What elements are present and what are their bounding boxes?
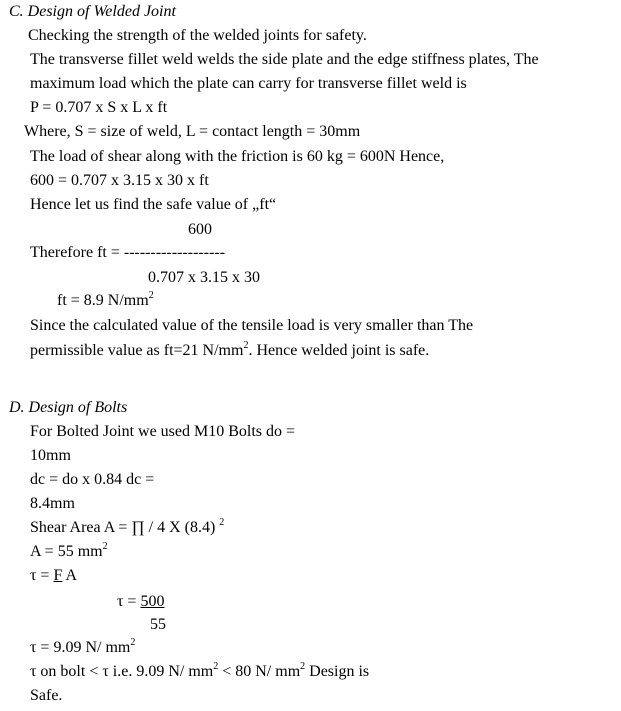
text-line: 8.4mm xyxy=(30,495,75,512)
superscript: 2 xyxy=(243,339,249,351)
formula-line: P = 0.707 x S x L x ft xyxy=(30,99,168,116)
section-d-heading: D. Design of Bolts xyxy=(9,399,128,416)
text-segment: . Hence welded joint is safe. xyxy=(248,342,430,359)
superscript: 2 xyxy=(130,636,136,648)
text-line: Safe. xyxy=(30,687,63,704)
superscript: 2 xyxy=(148,289,154,301)
text-line: dc = do x 0.84 dc = xyxy=(30,471,155,488)
underlined-segment: F xyxy=(53,567,63,584)
text-line: 10mm xyxy=(30,447,71,464)
text-line xyxy=(30,662,369,682)
formula-line: 600 = 0.707 x 3.15 x 30 x ft xyxy=(30,172,209,189)
result-line xyxy=(57,291,154,311)
text-line: For Bolted Joint we used M10 Bolts do = xyxy=(30,423,296,440)
text-line: maximum load which the plate can carry for transverse fillet weld is xyxy=(30,75,467,92)
text-line: The transverse fillet weld welds the side plate and the edge stiffness plates, The xyxy=(30,51,539,68)
fraction-numerator: 600 xyxy=(188,221,212,238)
text-segment: A xyxy=(62,567,78,584)
superscript: 2 xyxy=(213,660,219,672)
superscript: 2 xyxy=(219,516,225,528)
text-segment: < 80 N/ mm xyxy=(218,663,301,680)
fraction-denominator: 55 xyxy=(150,616,166,633)
text-line: Where, S = size of weld, L = contact length = 30mm xyxy=(24,123,361,140)
result-line xyxy=(30,638,135,658)
text-segment: τ = xyxy=(117,593,141,610)
text-line: The load of shear along with the friction is 60 kg = 600N Hence, xyxy=(30,148,445,165)
fraction-denominator: 0.707 x 3.15 x 30 xyxy=(148,269,260,286)
formula-line xyxy=(30,518,224,538)
text-line: Hence let us find the safe value of „ft“ xyxy=(30,196,277,213)
text-segment: τ on bolt < τ i.e. 9.09 N/ mm xyxy=(30,663,214,680)
text-line: Checking the strength of the welded joints for safety. xyxy=(28,27,367,44)
fraction-numerator: 500 xyxy=(140,593,165,610)
formula-line xyxy=(30,542,108,562)
fraction-line: Therefore ft = ------------------- xyxy=(30,244,226,261)
result-text: ft = 8.9 N/mm xyxy=(57,292,149,309)
formula-line xyxy=(30,566,77,586)
text-segment: τ = 9.09 N/ mm xyxy=(30,639,131,656)
text-segment: permissible value as ft=21 N/mm xyxy=(30,342,244,359)
text-segment: A = 55 mm xyxy=(30,543,103,560)
superscript: 2 xyxy=(102,540,108,552)
text-line xyxy=(30,341,429,361)
text-segment: τ = xyxy=(30,567,54,584)
fraction-line xyxy=(117,592,164,612)
text-segment: Shear Area A = ∏ / 4 X (8.4) xyxy=(30,519,220,536)
text-line: Since the calculated value of the tensile load is very smaller than The xyxy=(30,317,474,334)
text-segment: Design is xyxy=(305,663,370,680)
superscript: 2 xyxy=(300,660,306,672)
section-c-heading: C. Design of Welded Joint xyxy=(9,3,176,20)
